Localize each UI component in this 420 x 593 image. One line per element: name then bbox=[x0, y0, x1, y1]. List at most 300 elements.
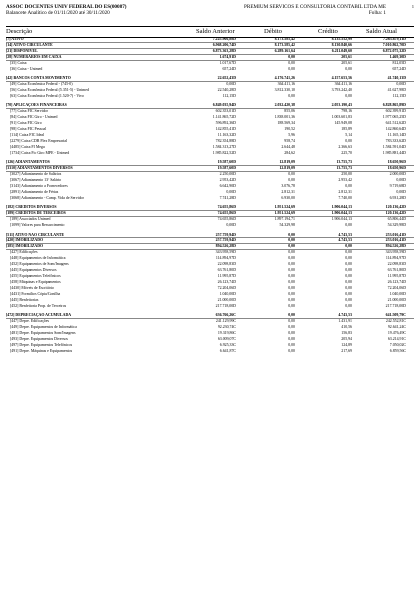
account-group-row bbox=[6, 49, 414, 55]
saldo-atual-value: 41.740,13D bbox=[387, 76, 406, 81]
saldo-anterior-value: 6.873.363,28D bbox=[212, 48, 236, 53]
debito-value: 1.951.524,69 bbox=[274, 205, 295, 210]
credito-value: 8.135.552,99 bbox=[331, 37, 352, 41]
debito-value: 0,00 bbox=[288, 348, 295, 353]
saldo-anterior-value: 1.141.865,72D bbox=[212, 115, 236, 120]
col-saldo-anterior: Saldo Anterior bbox=[196, 28, 235, 35]
debito-value: 0,00 bbox=[288, 262, 295, 267]
saldo-anterior-value: 112,15D bbox=[222, 93, 236, 98]
account-name: [4430] Móveis de Escritório bbox=[10, 286, 54, 291]
col-description: Descrição bbox=[6, 28, 33, 35]
saldo-anterior-value: 19.587,60D bbox=[217, 166, 236, 171]
credito-value: 205,94 bbox=[341, 337, 352, 342]
saldo-anterior-value: 2.250,00D bbox=[219, 172, 236, 177]
corner-number: 1 bbox=[411, 4, 414, 9]
debito-value: 0,00 bbox=[288, 60, 295, 65]
account-row bbox=[6, 325, 414, 331]
debito-value: 2.812,31 bbox=[281, 190, 295, 194]
account-row bbox=[6, 349, 414, 355]
credito-value: 225,70 bbox=[341, 150, 352, 155]
saldo-anterior-value: 11.163,32D bbox=[217, 133, 236, 138]
debito-value: 3.812.330,10 bbox=[274, 88, 295, 92]
col-debito: Débito bbox=[264, 28, 282, 35]
account-row bbox=[6, 304, 414, 310]
account-group-row bbox=[6, 313, 414, 319]
saldo-anterior-value: 6.642,90D bbox=[219, 184, 236, 189]
credito-value: 0,00 bbox=[345, 250, 352, 255]
saldo-anterior-value: 7.225.966,88D bbox=[212, 37, 236, 41]
credito-value: 0,00 bbox=[345, 184, 352, 189]
credito-value: 364.411,16 bbox=[334, 82, 352, 87]
account-row bbox=[6, 256, 414, 262]
saldo-anterior-value: 7.741,28D bbox=[219, 195, 236, 200]
col-saldo-atual: Saldo Atual bbox=[366, 28, 397, 35]
saldo-anterior-value: 19.587,60D bbox=[217, 160, 236, 165]
account-name: [2279] Caixa CDB Flex Empresarial bbox=[10, 139, 68, 143]
saldo-anterior-value: 343.958,59D bbox=[215, 250, 236, 255]
account-group-row bbox=[6, 244, 414, 250]
col-credito: Crédito bbox=[318, 28, 338, 35]
debito-value: 8.173.585,42 bbox=[274, 42, 295, 47]
account-name: [445] Benfeitorias bbox=[10, 297, 39, 302]
credito-value: 124,89 bbox=[341, 343, 352, 347]
account-name: [427] Edificações bbox=[10, 250, 38, 255]
debito-value: 855,06 bbox=[284, 109, 295, 114]
saldo-anterior-value: 6.925,33C bbox=[219, 343, 236, 347]
debito-value: 12.819,09 bbox=[279, 166, 295, 171]
account-name: [420] IMOBILIZADO bbox=[6, 238, 44, 243]
saldo-atual-value: 2.000,00D bbox=[389, 172, 406, 177]
saldo-anterior-value: 11.995,87D bbox=[217, 274, 236, 279]
saldo-atual-value: 657,24D bbox=[392, 66, 406, 71]
saldo-atual-value: 21.000,00D bbox=[387, 297, 406, 302]
page-number: 1 bbox=[383, 10, 386, 17]
debito-value: 0,00 bbox=[288, 313, 295, 318]
saldo-atual-value: 812,05D bbox=[392, 60, 406, 65]
credito-value: 0,00 bbox=[345, 280, 352, 285]
account-name: [91] Caixa FIC Giro bbox=[10, 121, 42, 126]
saldo-anterior-value: 636.766,26C bbox=[215, 313, 236, 318]
debito-value: 1.951.524,69 bbox=[274, 211, 295, 216]
account-group-row bbox=[6, 103, 414, 109]
debito-value: 0,00 bbox=[288, 292, 295, 296]
credito-value: 1.906.044,13 bbox=[331, 217, 352, 222]
account-name: [449] Depre. Equipamentos de Informática bbox=[10, 325, 77, 330]
saldo-atual-value: 253.016,41D bbox=[385, 232, 406, 237]
account-group-row bbox=[6, 76, 414, 82]
debito-value: 2.644,48 bbox=[281, 144, 295, 149]
account-row bbox=[6, 88, 414, 94]
credito-value: 0,00 bbox=[345, 93, 352, 98]
credito-value: 0,00 bbox=[345, 256, 352, 261]
debito-value: 0,00 bbox=[288, 319, 295, 324]
saldo-atual-value: 1.469,30D bbox=[389, 54, 406, 59]
debito-value: 0,00 bbox=[288, 325, 295, 330]
credito-value: 250,00 bbox=[341, 172, 352, 177]
saldo-atual-value: 602.399,91D bbox=[385, 109, 406, 114]
saldo-anterior-value: 0,00D bbox=[226, 82, 236, 87]
saldo-atual-value: 783.333,62D bbox=[385, 139, 406, 143]
account-name: [452] Equipamentos de Som/Imagens bbox=[10, 262, 69, 267]
accounting-firm: PREMIUM SERVICOS E CONSULTORIA CONTABIL LTDA ME bbox=[243, 4, 386, 10]
credito-value: 13.755,73 bbox=[336, 160, 352, 165]
account-row bbox=[6, 268, 414, 274]
account-name: [481] Depre. Equipamentos Som/Imagens bbox=[10, 331, 76, 336]
saldo-atual-value: 11.165,14D bbox=[387, 133, 406, 138]
account-name: [36] Caixa - Unimed bbox=[10, 66, 43, 71]
account-group-row bbox=[6, 55, 414, 61]
saldo-atual-value: 7.010.862,70D bbox=[382, 42, 406, 47]
saldo-atual-value: 1.584.591,04D bbox=[382, 144, 406, 149]
saldo-atual-value: 54.329,98D bbox=[387, 223, 406, 228]
credito-value: 7.740,00 bbox=[338, 195, 352, 200]
saldo-anterior-value: 894.526,28D bbox=[215, 244, 236, 249]
account-row bbox=[6, 94, 414, 100]
credito-value: 2.953,42 bbox=[338, 178, 352, 183]
saldo-anterior-value: 26.123,74D bbox=[217, 280, 236, 285]
saldo-atual-value: 0,00D bbox=[396, 82, 406, 87]
debito-value: 0,00 bbox=[288, 286, 295, 291]
debito-value: 6.289.161,64 bbox=[274, 48, 295, 53]
account-row bbox=[6, 286, 414, 292]
account-name: [98] Caixa FIC Pessoal bbox=[10, 127, 47, 132]
account-name: [3310] ADIANTAMENTOS DIVERSOS bbox=[6, 166, 73, 171]
debito-value: 3.076,78 bbox=[281, 184, 295, 189]
credito-value: 6.211.049,60 bbox=[331, 48, 352, 53]
credito-value: 185,89 bbox=[341, 127, 352, 132]
saldo-anterior-value: 782.354,88D bbox=[215, 139, 236, 143]
saldo-atual-value: 1.040,00D bbox=[389, 292, 406, 296]
account-name: [497] Depre. Equipamentos Telefônicos bbox=[10, 343, 73, 347]
credito-value: 0,00 bbox=[345, 274, 352, 279]
credito-value: 0,00 bbox=[345, 66, 352, 71]
account-name: [42] BANCOS CONTA MOVIMENTO bbox=[6, 76, 71, 81]
credito-value: 0,00 bbox=[345, 268, 352, 273]
account-row bbox=[6, 250, 414, 256]
saldo-anterior-value: 1.584.313,27D bbox=[212, 144, 236, 149]
account-name: [385] IMOBILIZADO bbox=[6, 244, 44, 249]
saldo-anterior-value: 74.655,86D bbox=[217, 217, 236, 222]
credito-value: 4.743,53 bbox=[338, 238, 352, 243]
debito-value: 0,00 bbox=[288, 337, 295, 342]
saldo-anterior-value: 602.353,01D bbox=[215, 109, 236, 114]
credito-value: 145.949,08 bbox=[334, 121, 352, 126]
debito-value: 190,52 bbox=[284, 127, 295, 132]
account-row bbox=[6, 67, 414, 73]
saldo-atual-value: 6.859,56C bbox=[389, 348, 406, 353]
saldo-anterior-value: 1.040,00D bbox=[219, 292, 236, 296]
credito-value: 0,00 bbox=[345, 223, 352, 228]
account-name: [35] Caixa bbox=[10, 60, 27, 65]
account-name: [126] ADIANTAMENTOS bbox=[6, 160, 50, 165]
account-row bbox=[6, 184, 414, 190]
debito-value: 5,96 bbox=[288, 133, 295, 138]
saldo-anterior-value: 142.855,41D bbox=[215, 127, 236, 132]
credito-value: 13.755,73 bbox=[336, 166, 352, 171]
saldo-anterior-value: 22.652,43D bbox=[217, 76, 236, 81]
account-name: [491] Depre. Máquinas e Equipamentos bbox=[10, 348, 73, 353]
saldo-atual-value: 18.650,96D bbox=[387, 160, 406, 165]
account-row bbox=[6, 82, 414, 88]
saldo-atual-value: 7.050,02C bbox=[389, 343, 406, 347]
credito-value: 4.743,53 bbox=[338, 313, 352, 318]
saldo-anterior-value: 22.540,28D bbox=[217, 88, 236, 92]
account-name: [447] Depre. Edificações bbox=[10, 319, 49, 324]
debito-value: 2.032.420,38 bbox=[274, 103, 295, 108]
account-group-row bbox=[6, 238, 414, 244]
credito-value: 410,56 bbox=[341, 325, 352, 330]
saldo-anterior-value: 92.230,74C bbox=[217, 325, 236, 330]
account-name: [63] Caixa Econômica Federal (1.520-7) - Vivo bbox=[10, 93, 84, 98]
saldo-atual-value: 6.931,28D bbox=[389, 195, 406, 200]
saldo-anterior-value: 63.009,07C bbox=[217, 337, 236, 342]
credito-value: 1.003.601,83 bbox=[331, 115, 352, 120]
debito-value: 0,00 bbox=[288, 343, 295, 347]
saldo-atual-value: 142.860,64D bbox=[385, 127, 406, 132]
account-name: [189] CRÉDITOS DE TERCEIROS bbox=[6, 211, 66, 216]
account-row bbox=[6, 217, 414, 223]
account-group-row bbox=[6, 166, 414, 172]
saldo-atual-value: 26.123,74D bbox=[387, 280, 406, 285]
account-row bbox=[6, 331, 414, 337]
saldo-atual-value: 11.995,87D bbox=[387, 274, 406, 279]
saldo-atual-value: 1.985.881,44D bbox=[382, 150, 406, 155]
debito-value: 0,00 bbox=[288, 256, 295, 261]
credito-value: 156,83 bbox=[341, 331, 352, 336]
account-group-row bbox=[6, 43, 414, 49]
account-name: [56] Caixa Econômica Federal (5.351-5) - Unimed bbox=[10, 88, 89, 92]
credito-value: 2.053.190,43 bbox=[331, 103, 352, 108]
saldo-atual-value: 92.641,24C bbox=[387, 325, 406, 330]
saldo-atual-value: 63.761,80D bbox=[387, 268, 406, 273]
account-name: [493] Depre. Equipamentos Diversos bbox=[10, 337, 68, 342]
saldo-anterior-value: 6.641,87C bbox=[219, 348, 236, 353]
saldo-atual-value: 242.552,81C bbox=[385, 319, 406, 324]
debito-value: 54.329,98 bbox=[279, 223, 295, 228]
credito-value: 0,00 bbox=[345, 244, 352, 249]
debito-value: 1.838.001,36 bbox=[274, 115, 295, 120]
debito-value: 0,00 bbox=[288, 232, 295, 237]
account-row bbox=[6, 127, 414, 133]
saldo-anterior-value: 241.129,99C bbox=[215, 319, 236, 324]
saldo-atual-value: 112,15D bbox=[392, 93, 406, 98]
saldo-atual-value: 41.627,98D bbox=[387, 88, 406, 92]
account-row bbox=[6, 61, 414, 67]
debito-value: 0,00 bbox=[288, 54, 295, 59]
account-name: [77] Caixa FIC Servidor bbox=[10, 109, 48, 114]
saldo-atual-value: 343.958,59D bbox=[385, 250, 406, 255]
account-name: [14] ATIVO CIRCULANTE bbox=[6, 42, 53, 47]
account-name: [455] Equipamentos Telefônicos bbox=[10, 274, 61, 279]
credito-value: 0,00 bbox=[345, 303, 352, 308]
account-name: [445] Equipamentos Diversos bbox=[10, 268, 57, 273]
account-name: [84] Caixa FIC Giro - Unimed bbox=[10, 115, 58, 120]
account-name: [2891] Adiantamento de Férias bbox=[10, 190, 59, 194]
saldo-anterior-value: 1.017,67D bbox=[219, 60, 236, 65]
saldo-atual-value: 253.016,41D bbox=[385, 238, 406, 243]
debito-value: 0,00 bbox=[288, 303, 295, 308]
saldo-anterior-value: 1.985.822,52D bbox=[212, 150, 236, 155]
account-name: [182] CRÉDITOS DIVERSOS bbox=[6, 205, 57, 210]
account-name: [452] Benfeitoria Prop. de Terceiros bbox=[10, 303, 67, 308]
debito-value: 0,00 bbox=[288, 172, 295, 177]
account-row bbox=[6, 337, 414, 343]
account-row bbox=[6, 280, 414, 286]
saldo-anterior-value: 0,00D bbox=[226, 190, 236, 194]
credito-value: 1.906.044,13 bbox=[331, 205, 352, 210]
debito-value: 0,00 bbox=[288, 66, 295, 71]
saldo-anterior-value: 257.759,94D bbox=[215, 232, 236, 237]
account-group-row bbox=[6, 211, 414, 217]
saldo-anterior-value: 217.718,00D bbox=[215, 303, 236, 308]
debito-value: 188.569,34 bbox=[277, 121, 295, 126]
account-name: [70] APLICAÇÕES FINANCEIRAS bbox=[6, 103, 67, 108]
saldo-atual-value: 6.872.075,32D bbox=[382, 48, 406, 53]
saldo-atual-value: 72.204,06D bbox=[387, 286, 406, 291]
debito-value: 0,00 bbox=[288, 331, 295, 336]
debito-value: 0,00 bbox=[288, 268, 295, 273]
credito-value: 3.793.242,40 bbox=[331, 88, 352, 92]
saldo-anterior-value: 596.892,36D bbox=[215, 121, 236, 126]
account-row bbox=[6, 190, 414, 196]
saldo-atual-value: 120.136,42D bbox=[385, 205, 406, 210]
saldo-atual-value: 894.526,28D bbox=[385, 244, 406, 249]
account-name: [28] NUMERÁRIOS EM CAIXA bbox=[6, 54, 62, 59]
account-row bbox=[6, 223, 414, 229]
account-row bbox=[6, 145, 414, 151]
saldo-atual-value: 9.719,68D bbox=[389, 184, 406, 189]
account-name: [511] ATIVO NÃO CIRCULANTE bbox=[6, 232, 65, 237]
saldo-atual-value: 63.214,91C bbox=[387, 337, 406, 342]
saldo-anterior-value: 1.674,91D bbox=[219, 54, 236, 59]
account-name: [1734] Caixa Fic Giro MPE - Unimed bbox=[10, 150, 70, 155]
saldo-anterior-value: 0,00D bbox=[226, 223, 236, 228]
credito-value: 1.431,91 bbox=[338, 319, 352, 324]
account-name: [3143] Adiantamento a Fornecedores bbox=[10, 184, 68, 189]
saldo-anterior-value: 22.098,83D bbox=[217, 262, 236, 267]
debito-value: 8.173.585,42 bbox=[274, 37, 295, 41]
account-row bbox=[6, 274, 414, 280]
report-header bbox=[6, 4, 414, 26]
account-row bbox=[6, 121, 414, 127]
debito-value: 0,00 bbox=[288, 274, 295, 279]
saldo-anterior-value: 74.655,86D bbox=[217, 205, 236, 210]
account-name: [4431] Formiltos Cópia/Conilha bbox=[10, 292, 61, 296]
debito-value: 0,00 bbox=[288, 238, 295, 243]
account-name: [1099] Valores para Ressarcimento bbox=[10, 223, 65, 228]
saldo-anterior-value: 2.953,42D bbox=[219, 178, 236, 183]
saldo-atual-value: 19.476,49C bbox=[387, 331, 406, 336]
credito-value: 0,00 bbox=[345, 297, 352, 302]
credito-value: 8.130.840,66 bbox=[331, 42, 352, 47]
saldo-atual-value: 641.509,79C bbox=[385, 313, 406, 318]
account-group-row bbox=[6, 160, 414, 166]
account-name: [189] Associados Unimed bbox=[10, 217, 51, 222]
account-name: [4485] Caixa FI Mega bbox=[10, 144, 45, 149]
saldo-atual-value: 18.650,96D bbox=[387, 166, 406, 171]
account-name: [49] Caixa Econômica Federal - (745-0) bbox=[10, 82, 73, 87]
saldo-anterior-value: 19.319,86C bbox=[217, 331, 236, 336]
account-name: [114] Caixa FIC Ideal bbox=[10, 133, 45, 138]
saldo-anterior-value: 74.655,86D bbox=[217, 211, 236, 216]
saldo-atual-value: 114.894,97D bbox=[385, 256, 406, 261]
entity-name: ASSOC DOCENTES UNIV FEDERAL DO ES(00087) bbox=[6, 4, 127, 10]
credito-value: 205,61 bbox=[341, 54, 352, 59]
saldo-anterior-value: 21.000,00D bbox=[217, 297, 236, 302]
account-row bbox=[6, 172, 414, 178]
debito-value: 0,00 bbox=[288, 280, 295, 285]
saldo-atual-value: 1.977.065,25D bbox=[382, 115, 406, 120]
account-name: [3067] Adiantamento 13º Salário bbox=[10, 178, 62, 183]
account-row bbox=[6, 115, 414, 121]
account-name: [448] Equipamentos de Informática bbox=[10, 256, 66, 261]
credito-value: 4.157.653,56 bbox=[331, 76, 352, 81]
account-group-row bbox=[6, 37, 414, 43]
account-name: [7] ATIVO bbox=[6, 37, 24, 41]
credito-value: 5,14 bbox=[345, 133, 352, 138]
debito-value: 0,00 bbox=[288, 297, 295, 302]
account-row bbox=[6, 133, 414, 139]
account-name: [3068] Adiantamento - Camp. Vida de Servidor bbox=[10, 195, 84, 200]
credito-value: 0,00 bbox=[345, 292, 352, 296]
credito-value: 217,69 bbox=[341, 348, 352, 353]
account-row bbox=[6, 292, 414, 298]
account-row bbox=[6, 109, 414, 115]
credito-value: 4.743,53 bbox=[338, 232, 352, 237]
debito-value: 0,00 bbox=[288, 244, 295, 249]
account-name: [458] Máquinas e Equipamentos bbox=[10, 280, 61, 285]
saldo-anterior-value: 6.968.206,74D bbox=[212, 42, 236, 47]
account-row bbox=[6, 178, 414, 184]
account-row bbox=[6, 298, 414, 304]
saldo-atual-value: 65.806,44D bbox=[387, 217, 406, 222]
credito-value: 205,61 bbox=[341, 60, 352, 65]
credito-value: 2.812,31 bbox=[338, 190, 352, 194]
saldo-anterior-value: 72.204,06D bbox=[217, 286, 236, 291]
debito-value: 12.819,09 bbox=[279, 160, 295, 165]
report-period: Balancete Analítico de 01/11/2020 até 30/11/2020 bbox=[6, 10, 110, 17]
saldo-anterior-value: 114.894,97D bbox=[215, 256, 236, 261]
saldo-atual-value: 120.136,42D bbox=[385, 211, 406, 216]
account-name: [472] DEPRECIAÇÃO ACUMULADA bbox=[6, 313, 72, 318]
credito-value: 798,16 bbox=[341, 109, 352, 114]
credito-value: 0,00 bbox=[345, 262, 352, 267]
credito-value: 2.366,63 bbox=[338, 144, 352, 149]
saldo-anterior-value: 257.759,94D bbox=[215, 238, 236, 243]
saldo-atual-value: 6.828.865,89D bbox=[382, 103, 406, 108]
debito-value: 1.897.194,71 bbox=[274, 217, 295, 222]
account-name: [3027] Adiantamento de Salários bbox=[10, 172, 62, 177]
page-label: Folha: bbox=[368, 10, 383, 17]
debito-value: 0,00 bbox=[288, 250, 295, 255]
account-row bbox=[6, 262, 414, 268]
debito-value: 4.176.741,26 bbox=[274, 76, 295, 81]
debito-value: 284,62 bbox=[284, 150, 295, 155]
saldo-atual-value: 0,00D bbox=[396, 190, 406, 194]
saldo-anterior-value: 63.761,80D bbox=[217, 268, 236, 273]
account-row bbox=[6, 343, 414, 349]
account-name: [21] DISPONÍVEL bbox=[6, 48, 38, 53]
credito-value: 0,00 bbox=[345, 139, 352, 143]
debito-value: 6.930,00 bbox=[281, 195, 295, 200]
account-row bbox=[6, 139, 414, 145]
debito-value: 0,00 bbox=[288, 93, 295, 98]
account-row bbox=[6, 319, 414, 325]
credito-value: 0,00 bbox=[345, 286, 352, 291]
saldo-atual-value: 641.512,62D bbox=[385, 121, 406, 126]
saldo-anterior-value: 6.849.035,94D bbox=[212, 103, 236, 108]
debito-value: 0,00 bbox=[288, 178, 295, 183]
